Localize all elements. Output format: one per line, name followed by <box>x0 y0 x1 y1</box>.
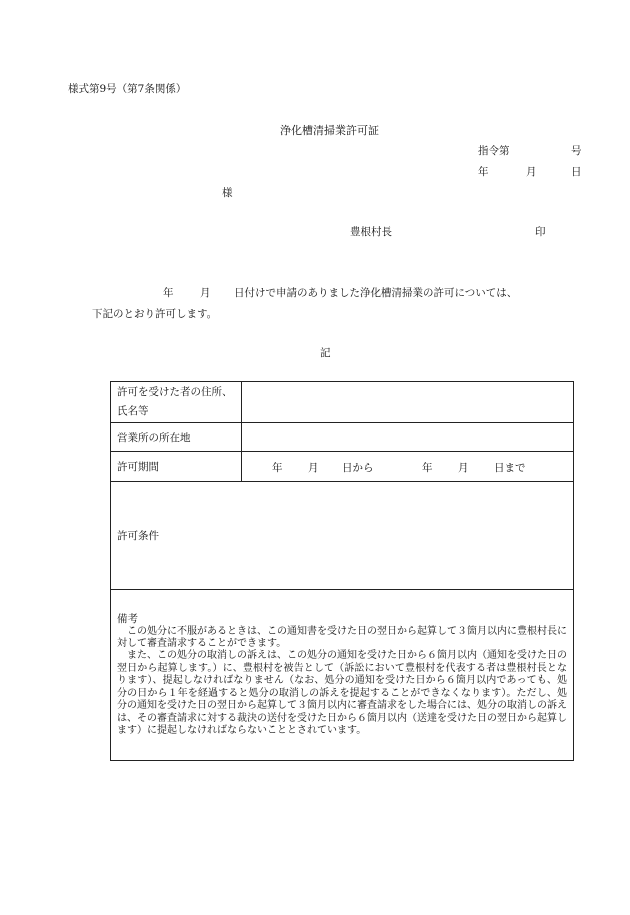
remarks-title: 備考 <box>117 612 138 625</box>
period-from-month: 月 <box>308 461 319 474</box>
body-line-1: 日付けで申請のありました浄化槽清掃業の許可については、 <box>234 287 518 299</box>
conditions-label: 許可条件 <box>117 530 159 542</box>
period-from-day: 日から <box>342 461 374 474</box>
ki-heading: 記 <box>320 347 331 359</box>
period-to-day: 日まで <box>494 461 526 474</box>
conditions-cell <box>111 482 574 590</box>
document-title: 浄化槽清掃業許可証 <box>280 124 379 137</box>
period-to-month: 月 <box>458 461 469 474</box>
application-year: 年 <box>163 287 174 299</box>
holder-label <box>111 382 242 423</box>
issuer: 豊根村長 <box>350 226 392 238</box>
period-range <box>248 460 567 474</box>
permit-table <box>110 381 574 761</box>
holder-label-line-2: 氏名等 <box>117 405 149 417</box>
holder-label-line-1: 許可を受けた者の住所、 <box>117 386 233 398</box>
application-month: 月 <box>200 287 211 299</box>
permit-number-suffix: 号 <box>571 145 582 157</box>
period-to-year: 年 <box>422 461 433 474</box>
form-id: 様式第9号（第7条関係） <box>68 83 187 95</box>
period-label: 許可期間 <box>111 452 242 482</box>
period-value-cell <box>242 452 574 482</box>
issue-date-year: 年 <box>478 166 489 178</box>
table-row-office <box>111 423 574 452</box>
seal-mark: 印 <box>535 226 546 238</box>
office-value-cell <box>242 423 574 452</box>
table-row-conditions <box>111 482 574 590</box>
issue-date-month: 月 <box>526 166 537 178</box>
period-from-year: 年 <box>272 461 283 474</box>
table-row-remarks <box>111 590 574 761</box>
office-label: 営業所の所在地 <box>111 423 242 452</box>
permit-number-prefix: 指令第 <box>478 145 510 157</box>
table-row-holder <box>111 382 574 423</box>
body-line-2: 下記のとおり許可します。 <box>92 308 218 320</box>
remarks-paragraph-1: この処分に不服があるときは、この通知書を受けた日の翌日から起算して３箇月以内に豊根村長に対して審査請求することができます。 <box>117 625 567 650</box>
issue-date-day: 日 <box>571 166 582 178</box>
table-row-period <box>111 452 574 482</box>
addressee-honorific: 様 <box>222 187 233 199</box>
remarks-paragraph-2: また、この処分の取消しの訴えは、この処分の通知を受けた日から６箇月以内（通知を受けた日の翌日から起算します。）に、豊根村を被告として（訴訟において豊根村を代表する者は豊根村長となります）、提起しなければなりません（なお、処分の通知を受けた日から６箇月以内であっても、処分の日から１年を経過すると処分の取消しの訴えを提起することができなくなります）。ただし、処分の通知を受けた日の翌日から起算して３箇月以内に審査請求をした場合には、処分の取消しの訴えは、その審査請求に対する裁決の送付を受けた日から６箇月以内（送達を受けた日の翌日から起算します）に提起しなければならないこととされています。 <box>117 650 567 736</box>
remarks-cell <box>111 590 574 761</box>
holder-value-cell <box>242 382 574 423</box>
